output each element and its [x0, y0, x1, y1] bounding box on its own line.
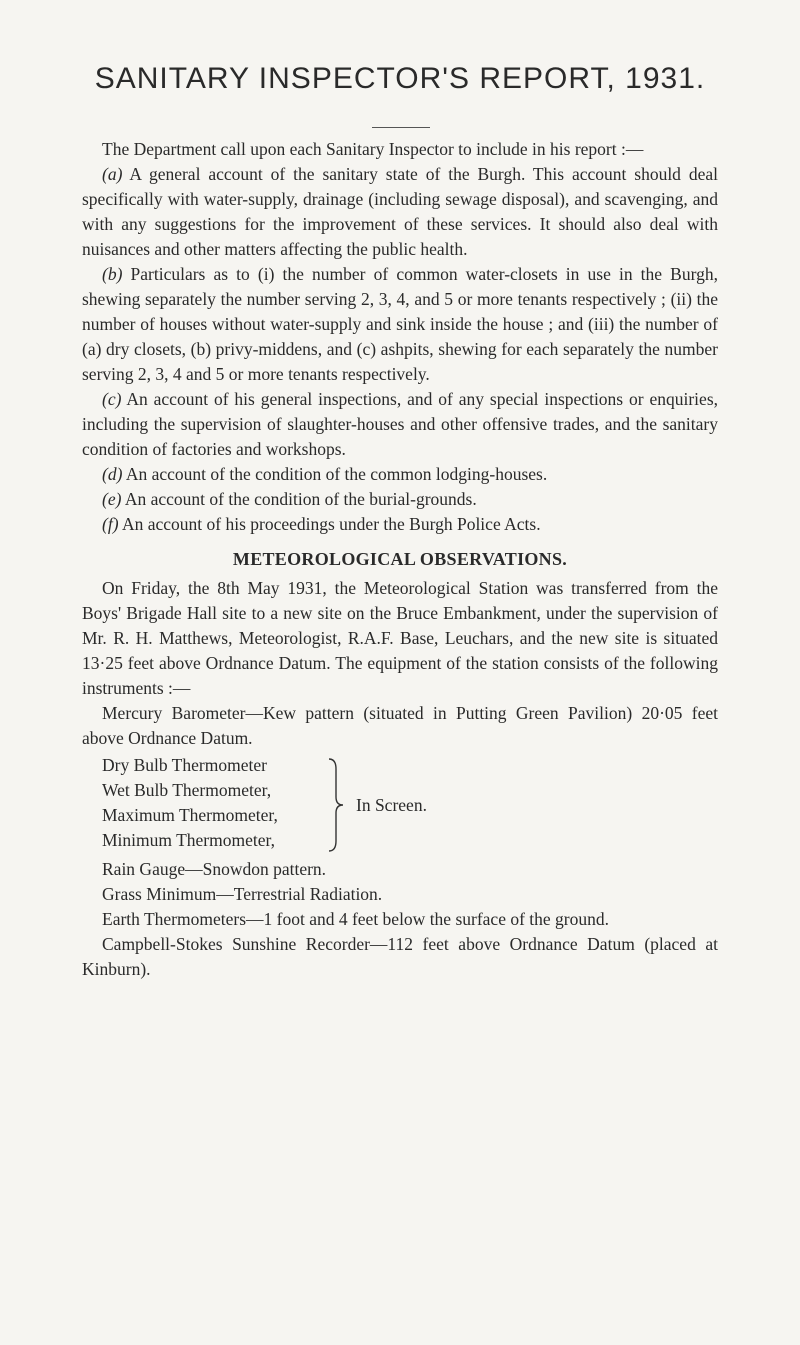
thermometer-list: [102, 753, 322, 853]
item-e-text: An account of the condition of the burial-grounds.: [124, 489, 477, 509]
grass-minimum-entry: Grass Minimum—Terrestrial Radiation.: [102, 884, 383, 904]
title-rule: [372, 127, 430, 128]
item-c-label: (c): [102, 389, 122, 409]
item-a-text: A general account of the sanitary state of the Burgh. This account should deal specifically with water-supply, drainage (including sewage disposal), and scavenging, and with any suggestions for the improvement of these services. It should also deal with nuisances and other matters affecting the public health.: [82, 164, 718, 259]
thermometer-group: [82, 753, 718, 857]
thermometer-item: Dry Bulb Thermometer: [102, 755, 267, 775]
rain-gauge-entry: Rain Gauge—Snowdon pattern.: [102, 859, 327, 879]
item-f-text: An account of his proceedings under the Burgh Police Acts.: [121, 514, 541, 534]
barometer-entry: Mercury Barometer—Kew pattern (situated in Putting Green Pavilion) 20·05 feet above Ordnance Datum.: [82, 703, 718, 748]
item-c-text: An account of his general inspections, and of any special inspections or enquiries, including the supervision of slaughter-houses and other offensive trades, and the sanitary condition of factories and workshops.: [82, 389, 718, 459]
item-a-label: (a): [102, 164, 123, 184]
earth-thermometers-entry: Earth Thermometers—1 foot and 4 feet below the surface of the ground.: [102, 909, 610, 929]
thermometer-item: Maximum Thermometer,: [102, 805, 278, 825]
met-heading: METEOROLOGICAL OBSERVATIONS.: [232, 549, 568, 569]
sunshine-recorder-entry: Campbell-Stokes Sunshine Recorder—112 feet above Ordnance Datum (placed at Kinburn).: [82, 934, 718, 979]
report-body: [82, 137, 718, 982]
item-f-label: (f): [102, 514, 119, 534]
item-e-label: (e): [102, 489, 122, 509]
item-d-label: (d): [102, 464, 123, 484]
item-b: [82, 262, 718, 387]
item-f: [82, 512, 718, 537]
thermometer-item: Minimum Thermometer,: [102, 830, 275, 850]
met-intro: On Friday, the 8th May 1931, the Meteorological Station was transferred from the Boys' Brigade Hall site to a new site on the Bruce Embankment, under the supervision of Mr. R. H. Matthews, Meteorologist, R.A.F. Base, Leuchars, and the new site is situated 13·25 feet above Ordnance Datum. The equipment of the station consists of the following instruments :—: [82, 578, 718, 698]
screen-label: In Screen.: [356, 795, 427, 815]
item-d-text: An account of the condition of the common lodging-houses.: [125, 464, 548, 484]
item-b-label: (b): [102, 264, 123, 284]
item-c: [82, 387, 718, 462]
item-e: [82, 487, 718, 512]
item-a: [82, 162, 718, 262]
page-title: SANITARY INSPECTOR'S REPORT, 1931.: [94, 62, 706, 95]
intro-paragraph: The Department call upon each Sanitary Inspector to include in his report :—: [102, 139, 644, 159]
right-brace-icon: [326, 757, 346, 853]
thermometer-item: Wet Bulb Thermometer,: [102, 780, 272, 800]
item-d: [82, 462, 718, 487]
item-b-text: Particulars as to (i) the number of common water-closets in use in the Burgh, shewing separately the number serving 2, 3, 4, and 5 or more tenants respectively ; (ii) the number of houses without water-supply and sink inside the house ; and (iii) the number of (a) dry closets, (b) privy-middens, and (c) ashpits, shewing for each separately the number serving 2, 3, 4 and 5 or more tenants respectively.: [82, 264, 718, 384]
